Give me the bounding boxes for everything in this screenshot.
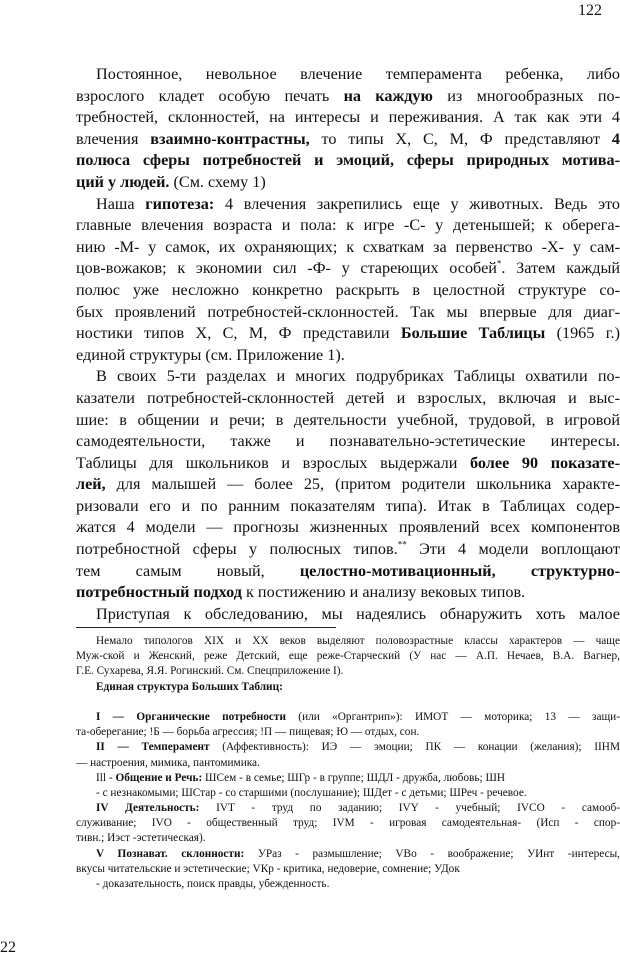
text-span: (Аффективность): ИЭ — эмоции; ПК — конации (желания); ΙΙΗΜ [209, 741, 620, 754]
text-line [76, 86, 620, 108]
text-span: Ill - [96, 771, 116, 784]
text-span: тем самым новый, [76, 561, 300, 580]
text-line [76, 561, 620, 583]
text-line [76, 431, 620, 453]
text-line [76, 517, 620, 539]
text-span: ризовали его и по ранним показателям типа). Итак в Таблицах содер- [76, 496, 620, 515]
bold-text: взаимно-контрастны, [150, 129, 310, 148]
text-line [76, 237, 620, 259]
text-span: потребностной сферы у полюсных типов. [76, 540, 398, 559]
bold-text: целостно-мотивационный, структурно- [299, 561, 620, 580]
text-span: тивн.; Иэст -эстетическая). [76, 832, 206, 845]
footnote-line [76, 771, 620, 786]
main-text [76, 64, 620, 625]
text-line [76, 172, 620, 194]
text-span: влечения [76, 129, 151, 148]
footnote-line [76, 725, 620, 740]
text-line [76, 388, 620, 410]
text-span: бых проявлений потребностей-склонностей. Так мы впервые для диаг- [76, 302, 620, 321]
paragraph-2 [76, 194, 620, 367]
text-span: главные влечения возраста и пола: к игре -С- у детенышей; к оберега- [76, 216, 620, 235]
bold-text: Общение и Речь: [115, 771, 203, 784]
paragraph-1 [76, 64, 620, 194]
bold-text: IV Деятельность: [96, 802, 200, 815]
bold-text: 4 [611, 129, 620, 148]
bold-text: V Познават. склонности: [96, 847, 245, 860]
text-line [76, 323, 620, 345]
text-line [76, 496, 620, 518]
text-span: Г.Е. Сухарева, Я.Я. Рогинский. См. Спецприложение I). [76, 665, 344, 678]
text-span: — настроения, мимика, пантомимика. [76, 756, 260, 769]
footnote-line [76, 831, 620, 846]
text-line [76, 474, 620, 496]
text-span: . Затем каждый [501, 259, 620, 278]
footnote-line [76, 634, 620, 649]
bold-text: лей, [76, 475, 106, 494]
footnote-line [76, 649, 620, 664]
text-line [76, 539, 620, 561]
footnote-line [76, 664, 620, 679]
bold-text: полюса сферы потребностей и эмоций, сферы природных мотива- [76, 151, 620, 170]
text-span: (1965 г.) [545, 324, 620, 343]
text-span: взрослого кладет особую печать [76, 86, 344, 105]
footnote-line [76, 862, 620, 877]
text-span: - доказательность, поиск правды, убежденность. [96, 878, 330, 890]
text-line [76, 302, 620, 324]
bold-text: I — Органические потребности [96, 710, 286, 723]
footnotes [76, 634, 620, 892]
text-span: служивание; IVO - общественный труд; IVM - игровая самодеятельная- (Исп - спор- [76, 817, 620, 830]
text-span: то типы Х, С, М, Ф представляют [309, 129, 612, 148]
text-line [76, 366, 620, 388]
text-span: Муж-ской и Женский, реже Детский, еще реже-Старческий (У нас — А.П. Нечаев, В.А. Вагнер, [76, 650, 620, 663]
bold-text: на каждую [343, 86, 433, 105]
text-line [76, 107, 620, 129]
text-line [76, 345, 620, 367]
text-span: для малышей — более 25, (притом родители школьника характе- [105, 475, 620, 494]
text-span: шие: в общении и речи; в деятельности учебной, трудовой, в игровой [76, 410, 620, 429]
text-span: ШСем - в семье; ШГр - в группе; ШДЛ - дружба, любовь; ШН [202, 771, 506, 784]
footnote-marker: * [496, 258, 502, 269]
footnote-line [76, 680, 620, 695]
text-span: та-оберегание; !Б — борьба агрессия; !П — пищевая; Ю — отдых, сон. [76, 726, 420, 739]
text-span: единой структуры (см. Приложение 1). [76, 345, 345, 364]
page-number-bottom: 22 [0, 939, 16, 956]
footnote-line [76, 740, 620, 755]
text-span: вкусы читательские и эстетические; VКр - критика, недоверие, сомнение; УДок [76, 862, 460, 875]
text-line [76, 194, 620, 216]
text-line [76, 64, 620, 86]
footnote-marker: ** [397, 539, 407, 550]
paragraph-4 [76, 604, 620, 626]
text-span: Эти 4 модели воплощают [406, 540, 620, 559]
text-span: Таблицы для школьников и взрослых выдержали [76, 453, 471, 472]
text-line [76, 453, 620, 475]
footnote-line [76, 710, 620, 725]
text-span: к постижению и анализу вековых типов. [241, 583, 526, 602]
footnote-line [76, 801, 620, 816]
bold-text: более 90 показате- [470, 453, 620, 472]
text-line [76, 410, 620, 432]
footnote-separator [76, 627, 336, 628]
text-line [76, 582, 620, 604]
bold-text: ций у людей. [76, 172, 170, 191]
paragraph-3 [76, 366, 620, 604]
text-span: полюс уже несложно конкретно раскрыть в целостной структуре со- [76, 280, 620, 299]
text-line [76, 280, 620, 302]
bold-text: гипотеза: [145, 194, 215, 213]
text-span: Приступая к обследованию, мы надеялись обнаружить хоть малое [96, 604, 620, 623]
bold-text: потребностный подход [76, 583, 242, 602]
text-span: IVT - труд по заданию; IVY - учебный; IVCO - самооб- [199, 802, 620, 815]
text-line [76, 129, 620, 151]
footnote-line [76, 756, 620, 771]
text-span: Немало типологов XIX и XX веков выделяют половозрастные классы характеров — чаще [96, 635, 620, 647]
text-span: Постоянное, невольное влечение темперамента ребенка, либо [96, 65, 620, 83]
text-span: из многообразных по- [432, 86, 620, 105]
text-span: требностей, склонностей, на интересы и переживания. А так как эти 4 [76, 108, 620, 127]
spacer [76, 695, 620, 710]
text-span: (или «Органтрип»): ИМОТ — моторика; 13 — защи- [285, 710, 620, 723]
text-span: ностики типов Х, С, М, Ф представили [76, 324, 401, 343]
text-span: нию -М- у самок, их охраняющих; к схваткам за первенство -Х- у сам- [76, 237, 620, 256]
footnote-line [76, 786, 620, 801]
page-number-top: 122 [578, 2, 602, 19]
text-span: самодеятельности, также и познавательно-эстетические интересы. [76, 432, 620, 451]
text-line [76, 215, 620, 237]
text-span: В своих 5-ти разделах и многих подрубриках Таблицы охватили по- [96, 367, 620, 386]
text-span: жатся 4 модели — прогнозы жизненных проявлений всех компонентов [76, 518, 620, 537]
footnote-line [76, 847, 620, 862]
text-line [76, 604, 620, 626]
text-span: - с незнакомыми; ШСтар - со старшими (послушание); ШДет - с детьми; ШРеч - речевое. [96, 786, 527, 799]
text-span: 4 влечения закрепились еще у животных. Ведь это [214, 194, 620, 213]
bold-text: II — Темперамент [96, 741, 210, 754]
footnote-line [76, 816, 620, 831]
text-span: казатели потребностей-склонностей детей и взрослых, включая и выс- [76, 388, 620, 407]
text-span: цов-вожаков; к экономии сил -Ф- у стареющих особей [76, 259, 497, 278]
bold-text: Единая структура Больших Таблиц: [96, 680, 283, 693]
text-line [76, 258, 620, 280]
text-span: УРаз - размышление; VBo - воображение; УИнт -интересы, [244, 847, 620, 860]
text-span: (См. схему 1) [169, 172, 266, 191]
bold-text: Большие Таблицы [400, 324, 546, 343]
text-line [76, 150, 620, 172]
text-span: Наша [96, 194, 146, 213]
footnote-line [76, 877, 620, 892]
